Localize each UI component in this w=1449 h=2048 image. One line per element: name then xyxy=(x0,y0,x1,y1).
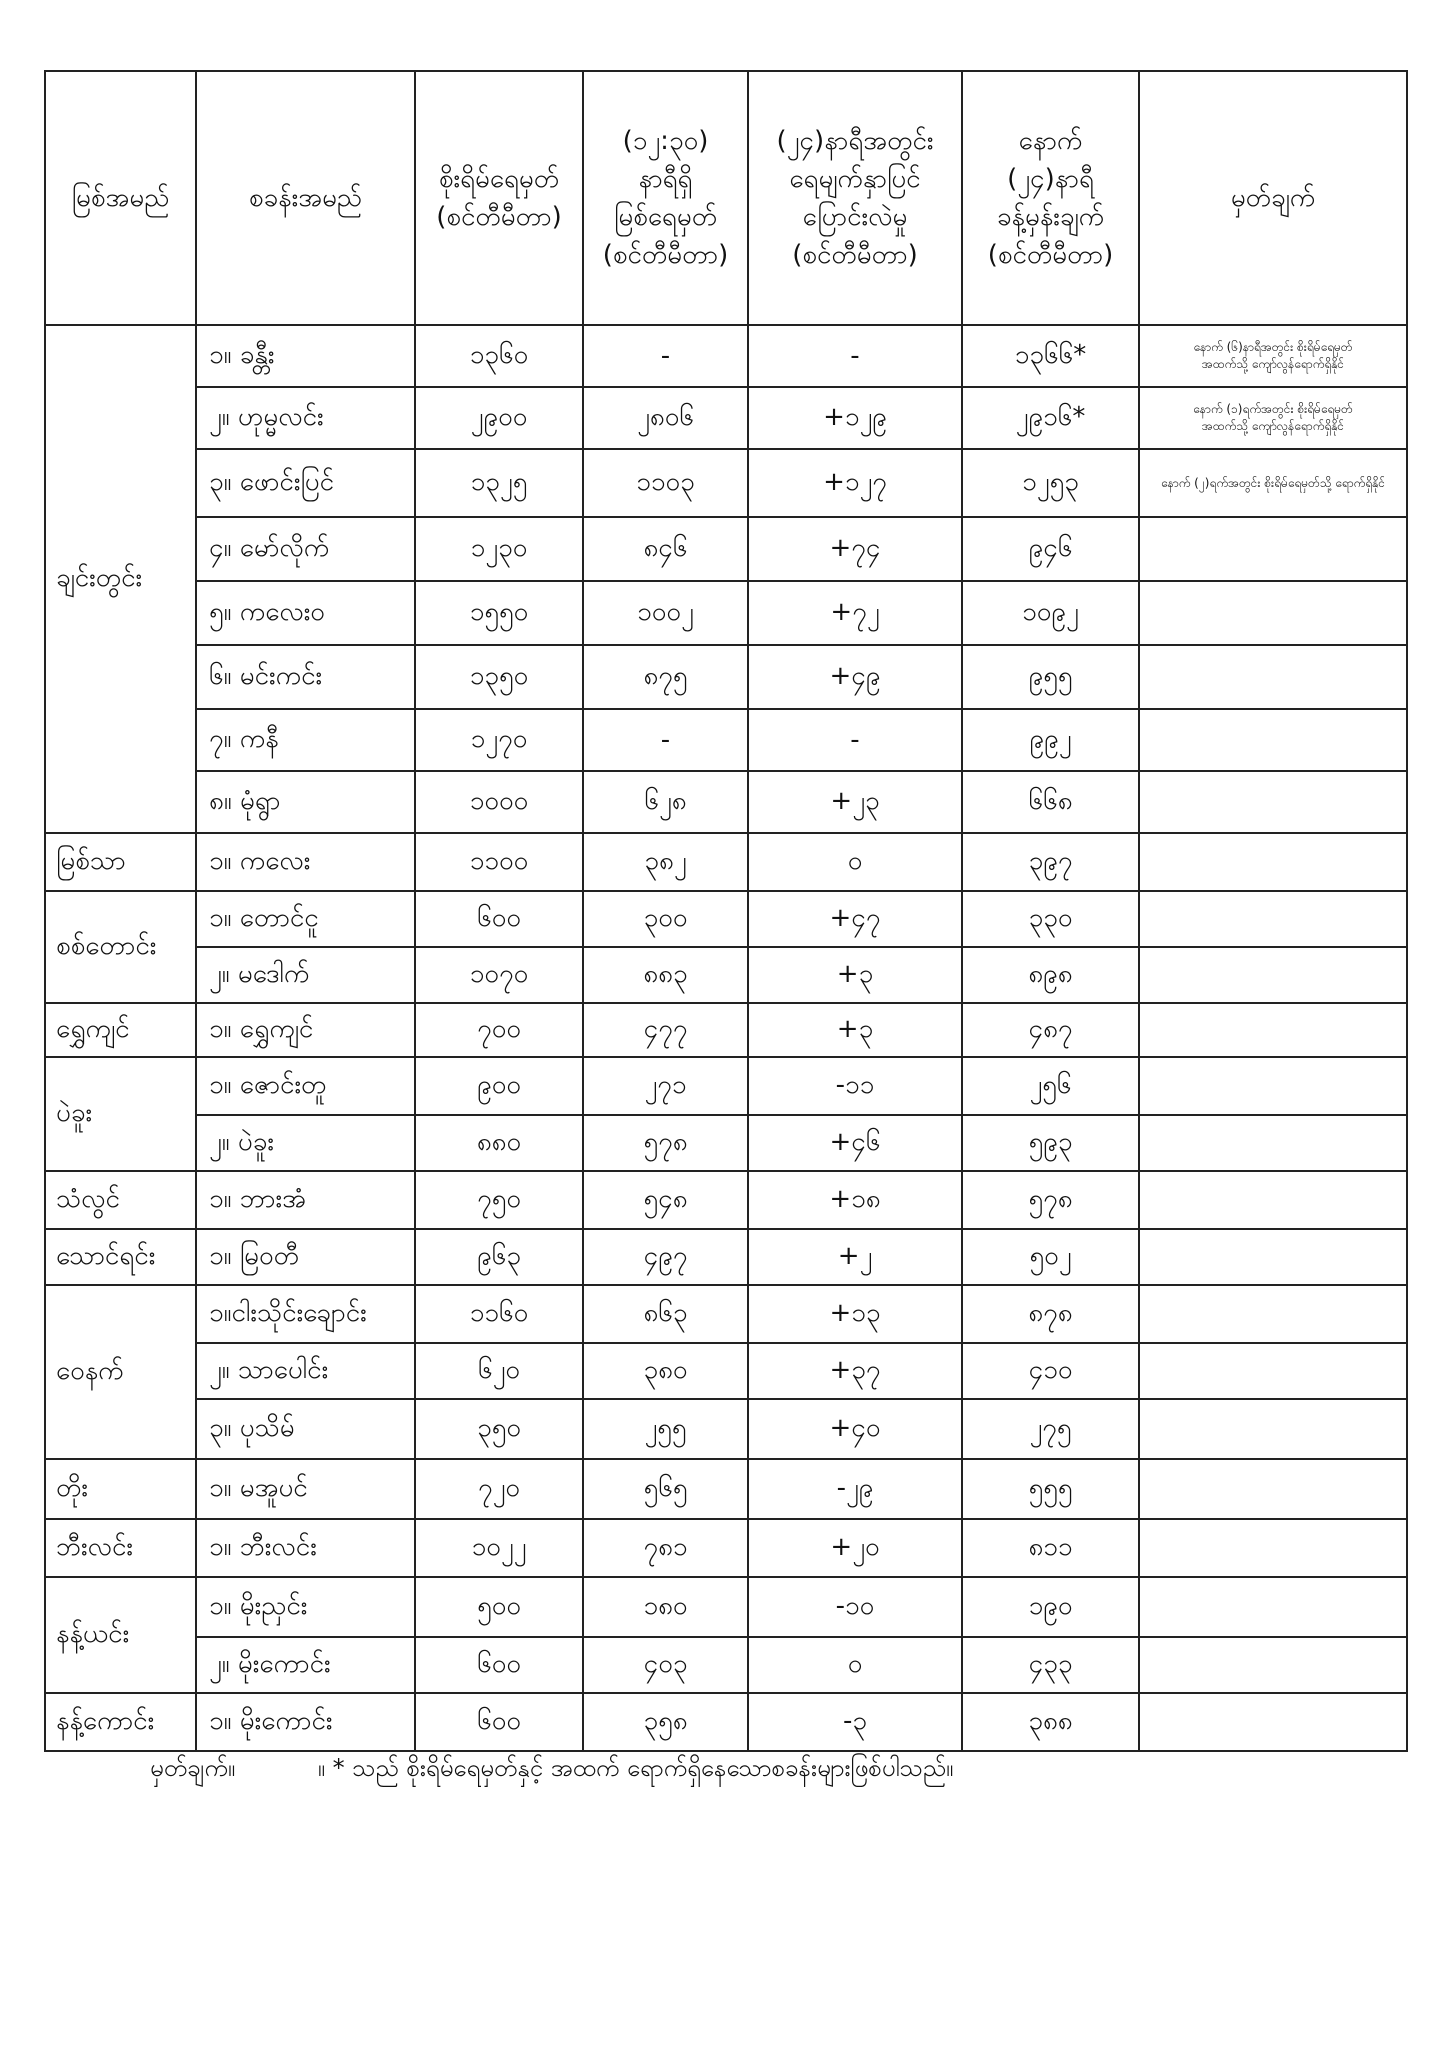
level-change: -၂၉ xyxy=(748,1459,962,1519)
forecast-level: ၂၉၁၆* xyxy=(962,387,1139,449)
forecast-level: ၄၈၇ xyxy=(962,1003,1139,1057)
remark xyxy=(1139,1399,1407,1459)
river-name: နန့်ယင်း xyxy=(45,1577,196,1693)
station-name: ၁။ ဇောင်းတူ xyxy=(196,1057,415,1115)
level-change: +၄၀ xyxy=(748,1399,962,1459)
danger-level: ၃၅၀ xyxy=(415,1399,583,1459)
forecast-level: ၅၇၈ xyxy=(962,1171,1139,1229)
level-change: - xyxy=(748,709,962,771)
footnote-label: မှတ်ချက်။ xyxy=(150,1754,236,1782)
danger-level: ၁၃၂၅ xyxy=(415,449,583,517)
current-level: ၈၇၅ xyxy=(583,645,748,709)
remark xyxy=(1139,1577,1407,1637)
header-current-level: (၁၂:၃၀) နာရီရှိ မြစ်ရေမှတ် (စင်တီမီတာ) xyxy=(583,71,748,325)
remark: နောက် (၆)နာရီအတွင်း စိုးရိမ်ရေမှတ် အထက်သို့ ကျော်လွန်ရောက်ရှိနိုင် xyxy=(1139,325,1407,387)
forecast-level: ၅၅၅ xyxy=(962,1459,1139,1519)
danger-level: ၁၃၆၀ xyxy=(415,325,583,387)
danger-level: ၆၀၀ xyxy=(415,1693,583,1751)
station-name: ၁။ ဘားအံ xyxy=(196,1171,415,1229)
forecast-level: ၁၃၆၆* xyxy=(962,325,1139,387)
forecast-level: ၁၀၉၂ xyxy=(962,581,1139,645)
remark xyxy=(1139,1171,1407,1229)
table-row xyxy=(45,387,1407,449)
forecast-level: ၆၆၈ xyxy=(962,771,1139,833)
danger-level: ၆၀၀ xyxy=(415,1637,583,1693)
danger-level: ၂၉၀၀ xyxy=(415,387,583,449)
remark xyxy=(1139,1003,1407,1057)
remark xyxy=(1139,517,1407,581)
river-name: ဘီးလင်း xyxy=(45,1519,196,1577)
station-name: ၁။ မိုးညှင်း xyxy=(196,1577,415,1637)
forecast-level: ၁၂၅၃ xyxy=(962,449,1139,517)
header-remark: မှတ်ချက် xyxy=(1139,71,1407,325)
header-river: မြစ်အမည် xyxy=(45,71,196,325)
table-body xyxy=(45,325,1407,1751)
level-change: +၂၀ xyxy=(748,1519,962,1577)
table-row xyxy=(45,1229,1407,1285)
current-level: ၁၀၀၂ xyxy=(583,581,748,645)
current-level: ၈၆၃ xyxy=(583,1285,748,1343)
forecast-level: ၉၄၆ xyxy=(962,517,1139,581)
danger-level: ၅၀၀ xyxy=(415,1577,583,1637)
remark xyxy=(1139,581,1407,645)
level-change: +၁၈ xyxy=(748,1171,962,1229)
current-level: ၃၈၀ xyxy=(583,1343,748,1399)
level-change: +၁၃ xyxy=(748,1285,962,1343)
remark xyxy=(1139,1637,1407,1693)
forecast-level: ၉၅၅ xyxy=(962,645,1139,709)
level-change: +၁၂၇ xyxy=(748,449,962,517)
current-level: ၁၁၀၃ xyxy=(583,449,748,517)
current-level: ၆၂၈ xyxy=(583,771,748,833)
danger-level: ၁၀၂၂ xyxy=(415,1519,583,1577)
station-name: ၁။ ရွှေကျင် xyxy=(196,1003,415,1057)
table-row xyxy=(45,1519,1407,1577)
level-change: - xyxy=(748,325,962,387)
table-row xyxy=(45,891,1407,947)
table-row xyxy=(45,1459,1407,1519)
level-change: +၃ xyxy=(748,1003,962,1057)
forecast-level: ၈၇၈ xyxy=(962,1285,1139,1343)
current-level: ၇၈၁ xyxy=(583,1519,748,1577)
level-change: -၁၀ xyxy=(748,1577,962,1637)
station-name: ၂။ သာပေါင်း xyxy=(196,1343,415,1399)
danger-level: ၆၀၀ xyxy=(415,891,583,947)
table-row xyxy=(45,709,1407,771)
level-change: +၂၃ xyxy=(748,771,962,833)
header-station: စခန်းအမည် xyxy=(196,71,415,325)
current-level: ၃၈၂ xyxy=(583,833,748,891)
station-name: ၁။ မိုးကောင်း xyxy=(196,1693,415,1751)
table-row xyxy=(45,833,1407,891)
danger-level: ၁၀၇၀ xyxy=(415,947,583,1003)
remark xyxy=(1139,1693,1407,1751)
header-24h-change: (၂၄)နာရီအတွင်း ရေမျက်နှာပြင် ပြောင်းလဲမှု (စင်တီမီတာ) xyxy=(748,71,962,325)
station-name: ၁။ငါးသိုင်းချောင်း xyxy=(196,1285,415,1343)
river-name: သောင်ရင်း xyxy=(45,1229,196,1285)
danger-level: ၁၅၅၀ xyxy=(415,581,583,645)
current-level: ၃၀၀ xyxy=(583,891,748,947)
river-level-table xyxy=(44,70,1408,1752)
forecast-level: ၃၃၀ xyxy=(962,891,1139,947)
table-row xyxy=(45,1285,1407,1343)
danger-level: ၉၀၀ xyxy=(415,1057,583,1115)
station-name: ၂။ မိုးကောင်း xyxy=(196,1637,415,1693)
table-row xyxy=(45,771,1407,833)
remark: နောက် (၁)ရက်အတွင်း စိုးရိမ်ရေမှတ် အထက်သို့ ကျော်လွန်ရောက်ရှိနိုင် xyxy=(1139,387,1407,449)
footnote xyxy=(150,1752,953,1788)
remark xyxy=(1139,1229,1407,1285)
forecast-level: ၅၉၃ xyxy=(962,1115,1139,1171)
table-row xyxy=(45,1399,1407,1459)
current-level: ၂၇၁ xyxy=(583,1057,748,1115)
level-change: -၁၁ xyxy=(748,1057,962,1115)
river-name: ပဲခူး xyxy=(45,1057,196,1171)
remark xyxy=(1139,891,1407,947)
station-name: ၇။ ကနီ xyxy=(196,709,415,771)
table-row xyxy=(45,1577,1407,1637)
danger-level: ၁၁၆၀ xyxy=(415,1285,583,1343)
table-row xyxy=(45,1171,1407,1229)
header-danger-level: စိုးရိမ်ရေမှတ် (စင်တီမီတာ) xyxy=(415,71,583,325)
river-name: မြစ်သာ xyxy=(45,833,196,891)
forecast-level: ၄၁၀ xyxy=(962,1343,1139,1399)
level-change: +၄၉ xyxy=(748,645,962,709)
table-row xyxy=(45,645,1407,709)
header-forecast: နောက် (၂၄)နာရီ ခန့်မှန်းချက် (စင်တီမီတာ) xyxy=(962,71,1139,325)
table-row xyxy=(45,1343,1407,1399)
station-name: ၄။ မော်လိုက် xyxy=(196,517,415,581)
forecast-level: ၈၉၈ xyxy=(962,947,1139,1003)
danger-level: ၇၂၀ xyxy=(415,1459,583,1519)
current-level: ၃၅၈ xyxy=(583,1693,748,1751)
current-level: ၄၀၃ xyxy=(583,1637,748,1693)
current-level: ၄၇၇ xyxy=(583,1003,748,1057)
table-row xyxy=(45,1637,1407,1693)
table-row xyxy=(45,325,1407,387)
level-change: -၃ xyxy=(748,1693,962,1751)
station-name: ၁။ တောင်ငူ xyxy=(196,891,415,947)
danger-level: ၁၀၀၀ xyxy=(415,771,583,833)
level-change: +၇၄ xyxy=(748,517,962,581)
level-change: ၀ xyxy=(748,1637,962,1693)
remark xyxy=(1139,1459,1407,1519)
current-level: ၈၄၆ xyxy=(583,517,748,581)
current-level: - xyxy=(583,709,748,771)
remark: နောက် (၂)ရက်အတွင်း စိုးရိမ်ရေမှတ်သို့ ရောက်ရှိနိုင် xyxy=(1139,449,1407,517)
current-level: ၅၇၈ xyxy=(583,1115,748,1171)
forecast-level: ၂၅၆ xyxy=(962,1057,1139,1115)
danger-level: ၁၂၇၀ xyxy=(415,709,583,771)
river-name: စစ်တောင်း xyxy=(45,891,196,1003)
current-level: ၂၅၅ xyxy=(583,1399,748,1459)
river-name: နန့်ကောင်း xyxy=(45,1693,196,1751)
forecast-level: ၅၀၂ xyxy=(962,1229,1139,1285)
forecast-level: ၃၈၈ xyxy=(962,1693,1139,1751)
level-change: ၀ xyxy=(748,833,962,891)
danger-level: ၆၂၀ xyxy=(415,1343,583,1399)
forecast-level: ၉၉၂ xyxy=(962,709,1139,771)
current-level: ၅၆၅ xyxy=(583,1459,748,1519)
remark xyxy=(1139,1057,1407,1115)
footnote-text: ။ * သည် စိုးရိမ်ရေမှတ်နှင့် အထက် ရောက်ရှိနေသောစခန်းများဖြစ်ပါသည်။ xyxy=(317,1754,954,1782)
station-name: ၃။ ဖောင်းပြင် xyxy=(196,449,415,517)
river-name: ရွှေကျင် xyxy=(45,1003,196,1057)
table-row xyxy=(45,947,1407,1003)
remark xyxy=(1139,947,1407,1003)
level-change: +၃၇ xyxy=(748,1343,962,1399)
level-change: +၇၂ xyxy=(748,581,962,645)
remark xyxy=(1139,709,1407,771)
table-row xyxy=(45,1057,1407,1115)
danger-level: ၇၀၀ xyxy=(415,1003,583,1057)
level-change: +၄၆ xyxy=(748,1115,962,1171)
current-level: ၄၉၇ xyxy=(583,1229,748,1285)
level-change: +၃ xyxy=(748,947,962,1003)
table-row xyxy=(45,1003,1407,1057)
remark xyxy=(1139,1115,1407,1171)
table-row xyxy=(45,1115,1407,1171)
level-change: +၄၇ xyxy=(748,891,962,947)
remark xyxy=(1139,833,1407,891)
station-name: ၃။ ပုသိမ် xyxy=(196,1399,415,1459)
forecast-level: ၁၉၀ xyxy=(962,1577,1139,1637)
forecast-level: ၃၉၇ xyxy=(962,833,1139,891)
current-level: ၅၄၈ xyxy=(583,1171,748,1229)
table-row xyxy=(45,517,1407,581)
remark xyxy=(1139,645,1407,709)
table-row xyxy=(45,449,1407,517)
river-name: တိုး xyxy=(45,1459,196,1519)
station-name: ၅။ ကလေးဝ xyxy=(196,581,415,645)
danger-level: ၇၅၀ xyxy=(415,1171,583,1229)
current-level: - xyxy=(583,325,748,387)
remark xyxy=(1139,1285,1407,1343)
table-row xyxy=(45,1693,1407,1751)
remark xyxy=(1139,1343,1407,1399)
remark xyxy=(1139,771,1407,833)
remark xyxy=(1139,1519,1407,1577)
station-name: ၁။ မြဝတီ xyxy=(196,1229,415,1285)
danger-level: ၁၁၀၀ xyxy=(415,833,583,891)
river-name: သံလွင် xyxy=(45,1171,196,1229)
forecast-level: ၄၃၃ xyxy=(962,1637,1139,1693)
station-name: ၆။ မင်းကင်း xyxy=(196,645,415,709)
current-level: ၁၈၀ xyxy=(583,1577,748,1637)
station-name: ၈။ မုံရွာ xyxy=(196,771,415,833)
station-name: ၂။ မဒေါက် xyxy=(196,947,415,1003)
danger-level: ၉၆၃ xyxy=(415,1229,583,1285)
station-name: ၁။ ဘီးလင်း xyxy=(196,1519,415,1577)
forecast-level: ၂၇၅ xyxy=(962,1399,1139,1459)
station-name: ၂။ ဟုမ္မလင်း xyxy=(196,387,415,449)
header-row xyxy=(45,71,1407,325)
station-name: ၁။ မအူပင် xyxy=(196,1459,415,1519)
level-change: +၂ xyxy=(748,1229,962,1285)
river-name: ချင်းတွင်း xyxy=(45,325,196,833)
danger-level: ၁၂၃၀ xyxy=(415,517,583,581)
forecast-level: ၈၁၁ xyxy=(962,1519,1139,1577)
current-level: ၂၈၀၆ xyxy=(583,387,748,449)
station-name: ၁။ ကလေး xyxy=(196,833,415,891)
river-name: ဝေနက် xyxy=(45,1285,196,1459)
danger-level: ၁၃၅၀ xyxy=(415,645,583,709)
current-level: ၈၈၃ xyxy=(583,947,748,1003)
danger-level: ၈၈၀ xyxy=(415,1115,583,1171)
station-name: ၁။ ခန္တီး xyxy=(196,325,415,387)
table-row xyxy=(45,581,1407,645)
station-name: ၂။ ပဲခူး xyxy=(196,1115,415,1171)
level-change: +၁၂၉ xyxy=(748,387,962,449)
